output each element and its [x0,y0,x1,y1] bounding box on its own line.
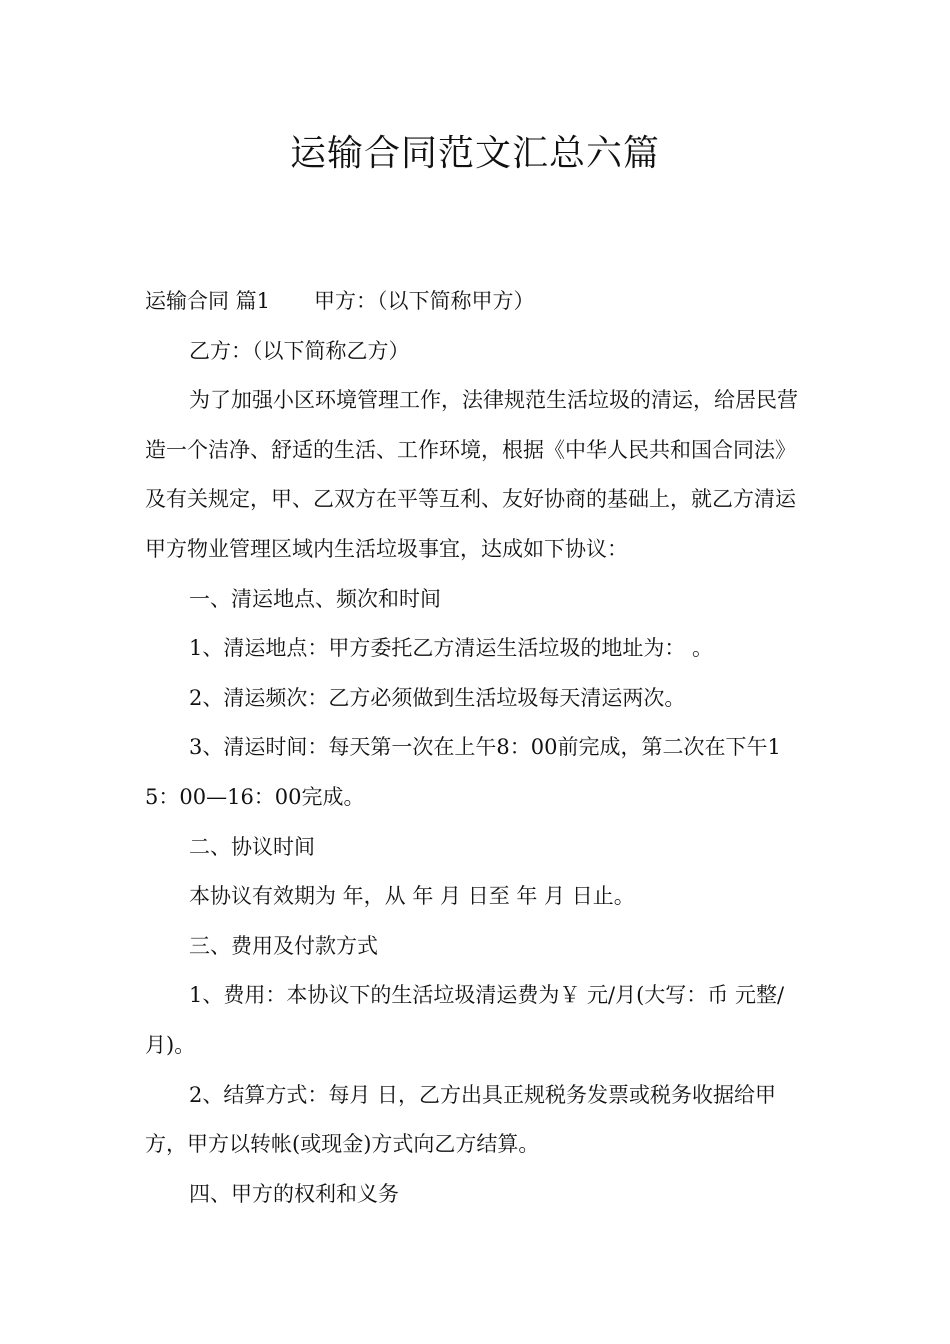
clause-location: 1、清运地点：甲方委托乙方清运生活垃圾的地址为： 。 [189,636,714,661]
clause-frequency: 2、清运频次：乙方必须做到生活垃圾每天清运两次。 [189,685,686,710]
section-heading-3: 三、费用及付款方式 [189,933,378,958]
section-heading-4: 四、甲方的权利和义务 [189,1181,399,1206]
document-body [145,277,815,1219]
party-b-line: 乙方：（以下简称乙方） [189,338,410,363]
preamble-paragraph: 为了加强小区环境管理工作，法律规范生活垃圾的清运，给居民营造一个洁净、舒适的生活、工作环境，根据《中华人民共和国合同法》及有关规定，甲、乙双方在平等互利、友好协商的基础上，就乙方清运甲方物业管理区域内生活垃圾事宜，达成如下协议： [145,388,798,561]
party-a-line: 甲方：（以下简称甲方） [314,289,535,313]
clause-time: 3、清运时间：每天第一次在上午8：00前完成，第二次在下午15：00—16：00完成。 [145,735,781,809]
first-line [145,277,815,327]
clause-validity: 本协议有效期为 年，从 年 月 日至 年 月 日止。 [189,884,635,909]
clause-fee: 1、费用：本协议下的生活垃圾清运费为￥ 元/月(大写：币 元整/月)。 [145,983,785,1057]
document-title: 运输合同范文汇总六篇 [289,133,660,174]
section-heading-2: 二、协议时间 [189,834,315,859]
section-heading-1: 一、清运地点、频次和时间 [189,586,441,611]
clause-settlement: 2、结算方式：每月 日，乙方出具正规税务发票或税务收据给甲方，甲方以转帐(或现金)方式向乙方结算。 [145,1082,777,1157]
contract-heading: 运输合同 篇1 [145,289,271,313]
